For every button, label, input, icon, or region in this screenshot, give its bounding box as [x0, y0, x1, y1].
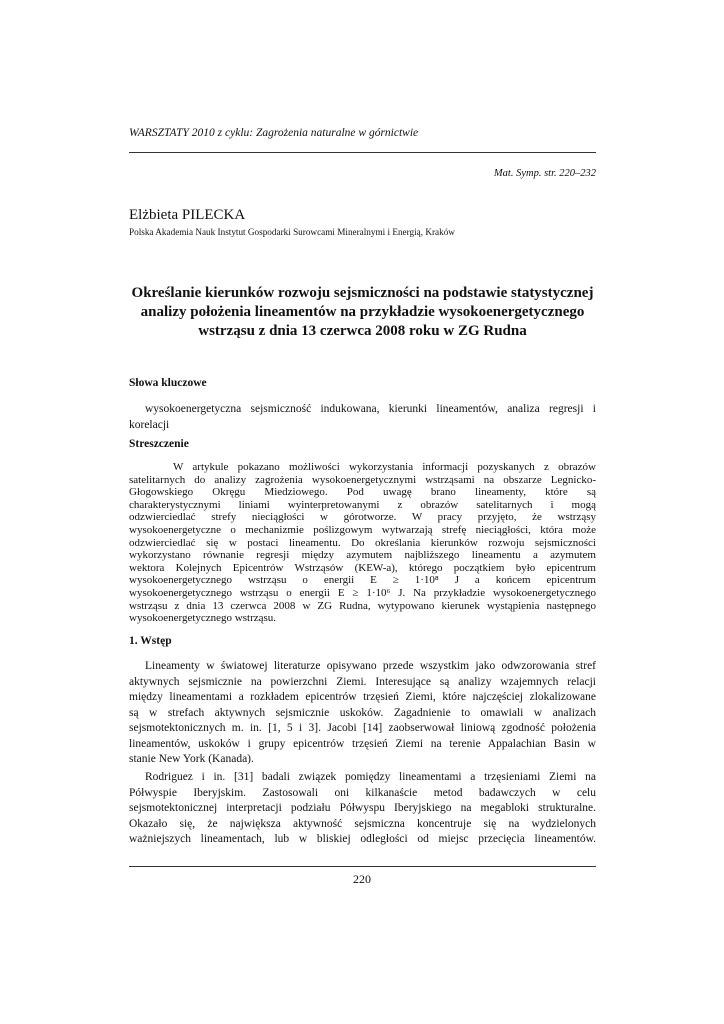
paragraph-line: ważniejszych lineamentach, lub w bliskiej odległości od miejsc przecięcia lineamentów. — [129, 833, 596, 845]
running-header: WARSZTATY 2010 z cyklu: Zagrożenia naturalne w górnictwie — [129, 127, 419, 139]
abstract-line: wektora Kolejnych Epicentrów Wstrząsów (KEW-a), którego początkiem było epicentrum — [129, 561, 596, 574]
paragraph-line: między lineamentami a rozkładem epicentrów trzęsień Ziemi, które najczęściej zlokalizowane — [129, 691, 596, 703]
abstract-line: charakterystycznymi liniami wyinterpretowanymi z obrazów satelitarnych i mogą — [129, 498, 596, 511]
abstract-line: wysokoenergetycznego wstrząsu. — [129, 612, 277, 625]
abstract-line: wysokoenergetycznego wstrząsu o energii E ≥ 1·10⁸ J a końcem epicentrum — [129, 574, 596, 587]
abstract-line: wysokoenergetycznego wstrząsu o energii E ≥ 1·10⁶ J. Na przykładzie wysokoenergetycznego — [129, 586, 596, 599]
title-line: analizy położenia lineamentów na przykładzie wysokoenergetycznego — [140, 304, 585, 320]
paragraph-line: Półwyspie Iberyjskim. Zastosowali oni kilkanaście metod badawczych w celu — [129, 786, 596, 799]
abstract-line: wykorzystano równanie regresji między azymutem najbliższego lineamentu a azymutem — [129, 549, 596, 562]
paragraph-line: Rodriguez i in. [31] badali związek pomiędzy lineamentami a trzęsieniami Ziemi na — [145, 771, 596, 783]
title-line: Określanie kierunków rozwoju sejsmiczności na podstawie statystycznej — [131, 285, 594, 301]
paper-title — [129, 284, 596, 341]
paragraph-line: Okazało się, że największa aktywność sejsmiczna koncentruje się na wydzielonych — [129, 817, 596, 830]
paragraph-line: stanie New York (Kanada). — [129, 753, 254, 765]
paragraph-line: sejsmotektonicznej interpretacji podziału Półwyspu Iberyjskiego na megabloki strukturalne. — [129, 802, 596, 814]
abstract-line: odzwierciedlać się w postaci lineamentu. Do określania kierunków rozwoju sejsmiczności — [129, 536, 596, 549]
header-rule — [129, 152, 596, 153]
section-heading: 1. Wstęp — [129, 635, 172, 647]
paragraph-line: aktywnych sejsmicznie na powierzchni Ziemi. Interesujące są analizy wzajemnych relacji — [129, 675, 596, 688]
footer-rule — [129, 866, 596, 867]
abstract-line: satelitarnych do analizy zagrożenia wysokoenergetycznymi wstrząsami na obszarze Legnicko- — [129, 473, 596, 486]
paragraph-line: sejsmotektonicznych m. in. [1, 5 i 3]. Jacobi [14] zaobserwował liniową zgodność położenia — [129, 722, 596, 734]
author-name: Elżbieta PILECKA — [129, 207, 246, 223]
paragraph-line: Lineamenty w światowej literaturze opisywano przede wszystkim jako odwzorowania stref — [145, 660, 596, 672]
abstract-text — [129, 461, 596, 625]
section-paragraph — [129, 770, 596, 848]
paragraph-line: lineamentów, uskoków i grupy epicentrów trzęsień Ziemi na terenie Appalachian Basin w — [129, 737, 596, 750]
symposium-reference: Mat. Symp. str. 220–232 — [493, 168, 596, 179]
keywords-line: korelacji — [129, 419, 170, 431]
paragraph-line: są w strefach aktywnych sejsmicznie uskoków. Zagadnienie to omawiali w analizach — [129, 706, 596, 719]
abstract-line: wysokoenergetyczne o mechanizmie poślizgowym wytwarzają strefę nieciągłości, która może — [129, 523, 596, 536]
title-line: wstrząsu z dnia 13 czerwca 2008 roku w ZG Rudna — [198, 323, 527, 339]
author-affiliation: Polska Akademia Nauk Instytut Gospodarki Surowcami Mineralnymi i Energią, Kraków — [129, 227, 455, 237]
abstract-line: wstrząsu z dnia 13 czerwca 2008 w ZG Rudna, wytypowano kierunek wystąpienia następnego — [129, 599, 596, 612]
abstract-line: odzwierciedlać strefy nieciągłości w górotworze. W pracy przyjęto, że wstrząsy — [129, 511, 596, 524]
abstract-heading: Streszczenie — [129, 438, 189, 450]
keywords-heading: Słowa kluczowe — [129, 377, 207, 389]
keywords-text — [129, 401, 596, 433]
abstract-line: W artykule pokazano możliwości wykorzystania informacji pozyskanych z obrazów — [173, 461, 596, 473]
abstract-line: Głogowskiego Okręgu Miedziowego. Pod uwagę brano lineamenty, które są — [129, 486, 596, 499]
page-number: 220 — [353, 872, 371, 886]
section-paragraph — [129, 659, 596, 768]
keywords-line: wysokoenergetyczna sejsmiczność indukowana, kierunki lineamentów, analiza regresji i — [145, 403, 596, 415]
